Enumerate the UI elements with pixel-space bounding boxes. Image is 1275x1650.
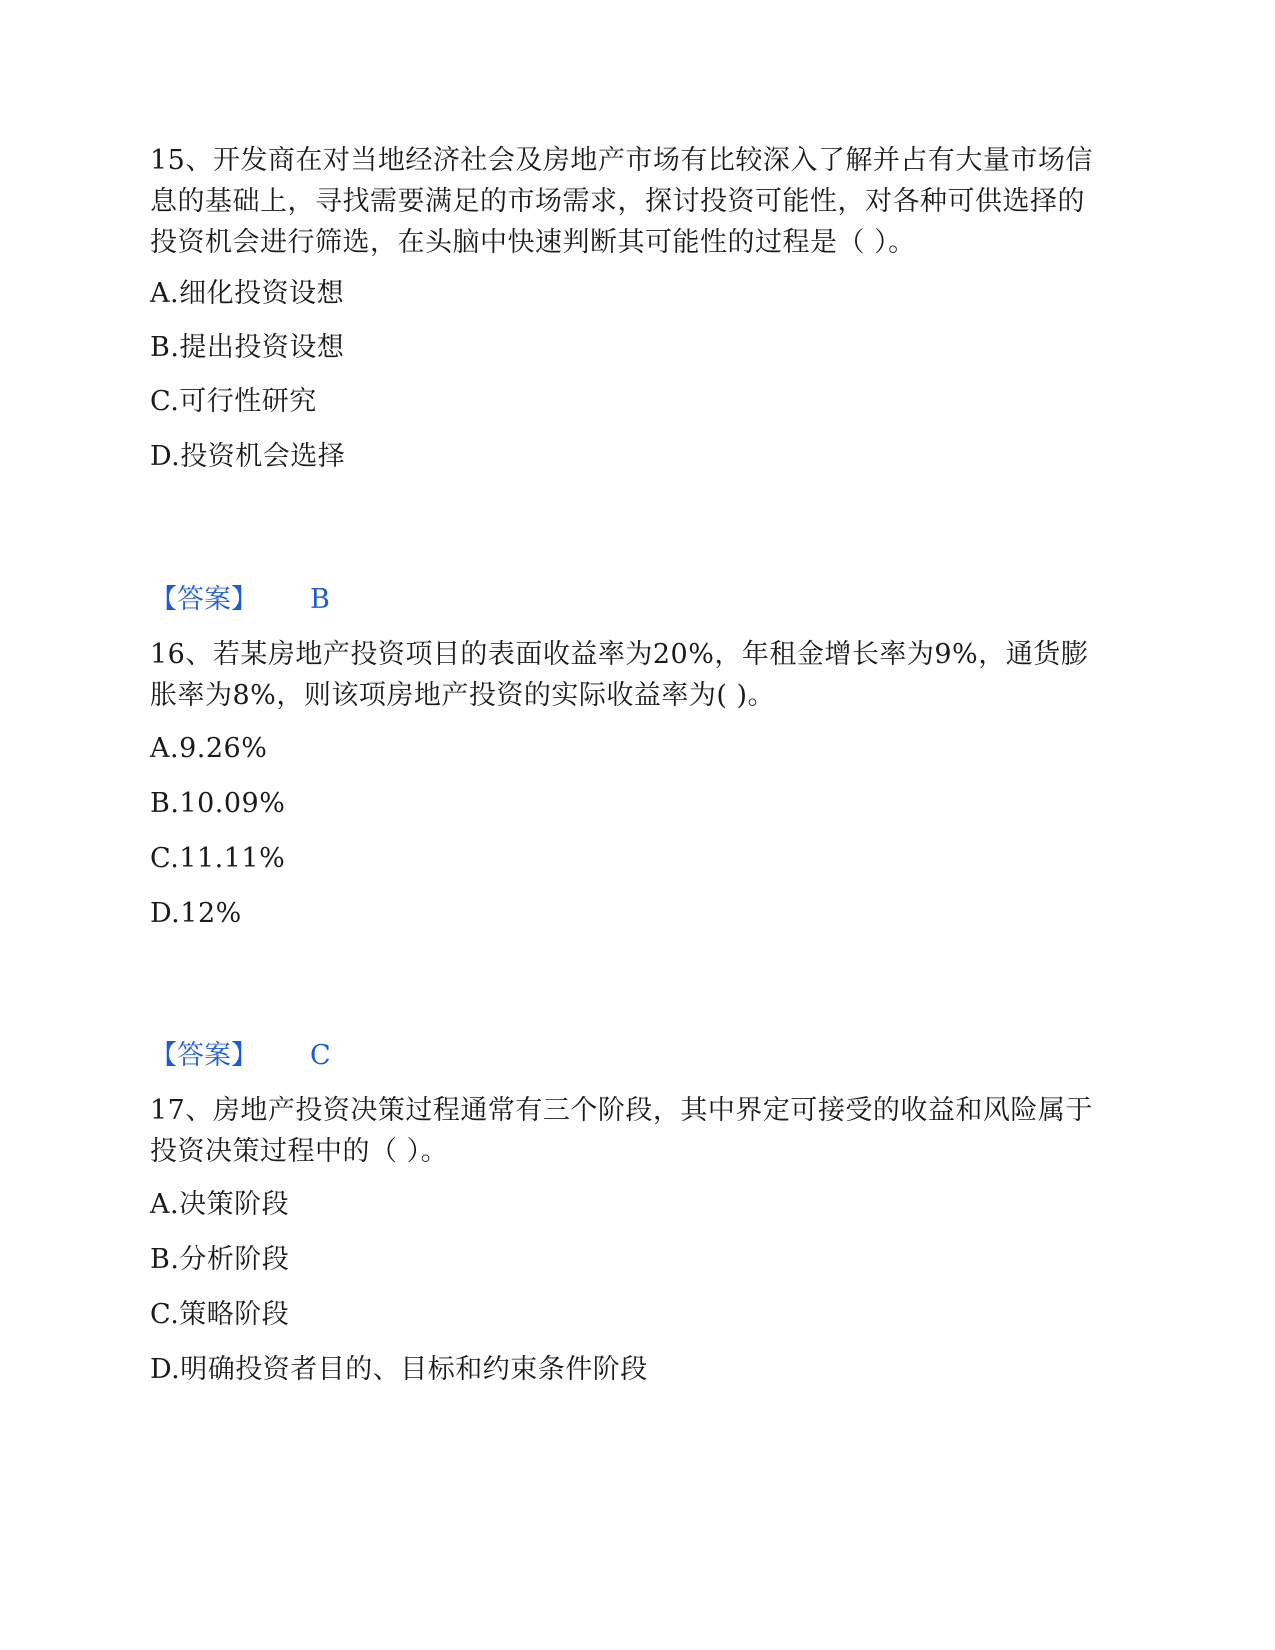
option-d: D.投资机会选择 bbox=[150, 441, 346, 472]
question-17 bbox=[150, 1090, 1110, 1172]
question-17-options bbox=[150, 1187, 1110, 1388]
option-c: C.策略阶段 bbox=[150, 1299, 290, 1330]
question-stem: 17、房地产投资决策过程通常有三个阶段，其中界定可接受的收益和风险属于投资决策过程中的（ ）。 bbox=[150, 1095, 1093, 1167]
question-15 bbox=[150, 140, 1110, 263]
option-d: D.明确投资者目的、目标和约束条件阶段 bbox=[150, 1354, 648, 1385]
option-a: A.细化投资设想 bbox=[150, 278, 345, 309]
question-16 bbox=[150, 634, 1110, 716]
option-a: A.9.26% bbox=[150, 733, 268, 764]
answer-label: 【答案】 bbox=[150, 584, 258, 615]
answer-value: B bbox=[310, 584, 330, 615]
option-c: C.可行性研究 bbox=[150, 386, 317, 417]
question-stem: 16、若某房地产投资项目的表面收益率为20%，年租金增长率为9%，通货膨胀率为8%，则该项房地产投资的实际收益率为( )。 bbox=[150, 639, 1089, 711]
answer-16 bbox=[150, 1038, 331, 1074]
option-d: D.12% bbox=[150, 898, 242, 929]
option-b: B.分析阶段 bbox=[150, 1244, 290, 1275]
question-16-options bbox=[150, 731, 1110, 932]
option-b: B.10.09% bbox=[150, 788, 286, 819]
option-a: A.决策阶段 bbox=[150, 1189, 290, 1220]
option-c: C.11.11% bbox=[150, 843, 286, 874]
answer-value: C bbox=[310, 1040, 331, 1071]
answer-15 bbox=[150, 582, 330, 618]
option-b: B.提出投资设想 bbox=[150, 332, 345, 363]
question-15-options bbox=[150, 276, 1110, 475]
question-stem: 15、开发商在对当地经济社会及房地产市场有比较深入了解并占有大量市场信息的基础上，寻找需要满足的市场需求，探讨投资可能性，对各种可供选择的投资机会进行筛选，在头脑中快速判断其可能性的过程是（ ）。 bbox=[150, 145, 1093, 258]
answer-label: 【答案】 bbox=[150, 1040, 258, 1071]
